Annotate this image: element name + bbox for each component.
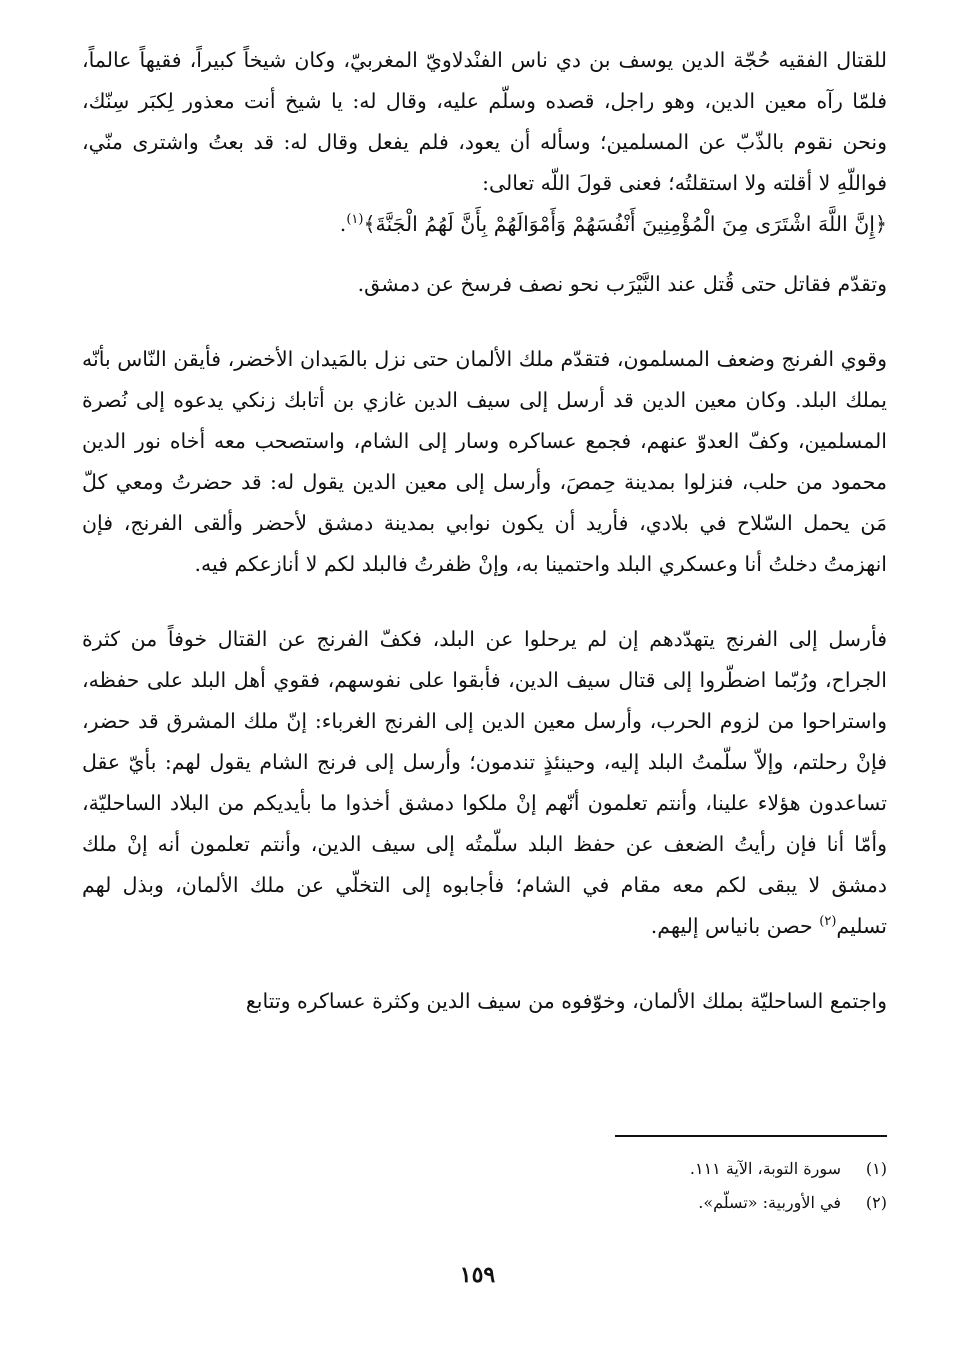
- footnotes: [82, 1152, 887, 1220]
- paragraph-4-text: فأرسل إلى الفرنج يتهدّدهم إن لم يرحلوا عن البلد، فكفّ الفرنج عن القتال خوفاً من كثرة الجراح، ورُبّما اضطّروا إلى قتال سيف الدين، فأبقوا على نفوسهم، فقوي أهل البلد على حفظه، واستراحوا من لزوم الحرب، وأرسل معين الدين إلى الفرنج الغرباء: إنّ ملك المشرق قد حضر، فإنْ رحلتم، وإلاّ سلّمتُ البلد إليه، وحينئذٍ تندمون؛ وأرسل إلى فرنج الشام يقول لهم: بأيّ عقل تساعدون هؤلاء علينا، وأنتم تعلمون أنّهم إنْ ملكوا دمشق أخذوا ما بأيديكم من البلاد الساحليّة، وأمّا أنا فإن رأيتُ الضعف عن حفظ البلد سلّمتُه إلى سيف الدين، وأنتم تعلمون أنه إنْ ملك دمشق لا يبقى لكم معه مقام في الشام؛ فأجابوه إلى التخلّي عن ملك الألمان، وبذل لهم تسليم: [82, 627, 887, 938]
- paragraph-4: [82, 619, 887, 947]
- footnote-1: [82, 1152, 887, 1186]
- paragraph-4-end: حصن بانياس إليهم.: [650, 914, 820, 938]
- footnote-number: (٢): [865, 1193, 887, 1212]
- paragraph-1: [82, 40, 887, 245]
- quran-verse-end: .: [339, 212, 347, 236]
- footnote-number: (١): [865, 1159, 887, 1178]
- paragraph-3: وقوي الفرنج وضعف المسلمون، فتقدّم ملك الألمان حتى نزل بالمَيدان الأخضر، فأيقن النّاس بأنّه يملك البلد. وكان معين الدين قد أرسل إلى سيف الدين غازي بن أتابك زنكي يدعوه إلى نُصرة المسلمين، وكفّ العدوّ عنهم، فجمع عساكره وسار إلى الشام، واستصحب معه أخاه نور الدين محمود من حلب، فنزلوا بمدينة حِمصَ، وأرسل إلى معين الدين يقول له: قد حضرتُ ومعي كلّ مَن يحمل السّلاح في بلادي، فأريد أن يكون نوابي بمدينة دمشق لأحضر وألقى الفرنج، فإن انهزمتُ دخلتُ أنا وعسكري البلد واحتمينا به، وإنْ ظفرتُ فالبلد لكم لا أنازعكم فيه.: [82, 347, 887, 576]
- footnote-divider: [615, 1135, 887, 1137]
- quran-verse-text: ﴿إِنَّ اللَّهَ اشْتَرَى مِنَ الْمُؤْمِنِينَ أَنْفُسَهُمْ وَأَمْوَالَهُمْ بِأَنَّ لَهُمُ الْجَنَّةَ﴾: [363, 212, 887, 236]
- footnote-ref-1[interactable]: (١): [346, 212, 364, 228]
- paragraph-1-text: للقتال الفقيه حُجّة الدين يوسف بن دي ناس الفنْدلاويّ المغربيّ، وكان شيخاً كبيراً، فقيهاً عالماً، فلمّا رآه معين الدين، وهو راجل، قصده وسلّم عليه، وقال له: يا شيخ أنت معذور لِكبَر سِنّك، ونحن نقوم بالذّبّ عن المسلمين؛ وسأله أن يعود، فلم يفعل وقال له: قد بعتُ واشترى منّي، فواللّهِ لا أقلته ولا استقلتُه؛ فعنى قولَ اللّه تعالى:: [82, 48, 887, 195]
- footnote-2: [82, 1186, 887, 1220]
- paragraph-5: واجتمع الساحليّة بملك الألمان، وخوّفوه من سيف الدين وكثرة عساكره وتتابع: [245, 989, 887, 1013]
- quran-verse: [82, 204, 887, 245]
- footnote-text: سورة التوبة، الآية ١١١.: [689, 1159, 841, 1178]
- footnote-ref-2[interactable]: (٢): [819, 914, 837, 930]
- page-number: ١٥٩: [459, 1262, 496, 1288]
- paragraph-2: وتقدّم فقاتل حتى قُتل عند النَّيْرَب نحو نصف فرسخ عن دمشق.: [357, 272, 887, 296]
- footnote-text: في الأوربية: «تسلّم».: [698, 1193, 841, 1212]
